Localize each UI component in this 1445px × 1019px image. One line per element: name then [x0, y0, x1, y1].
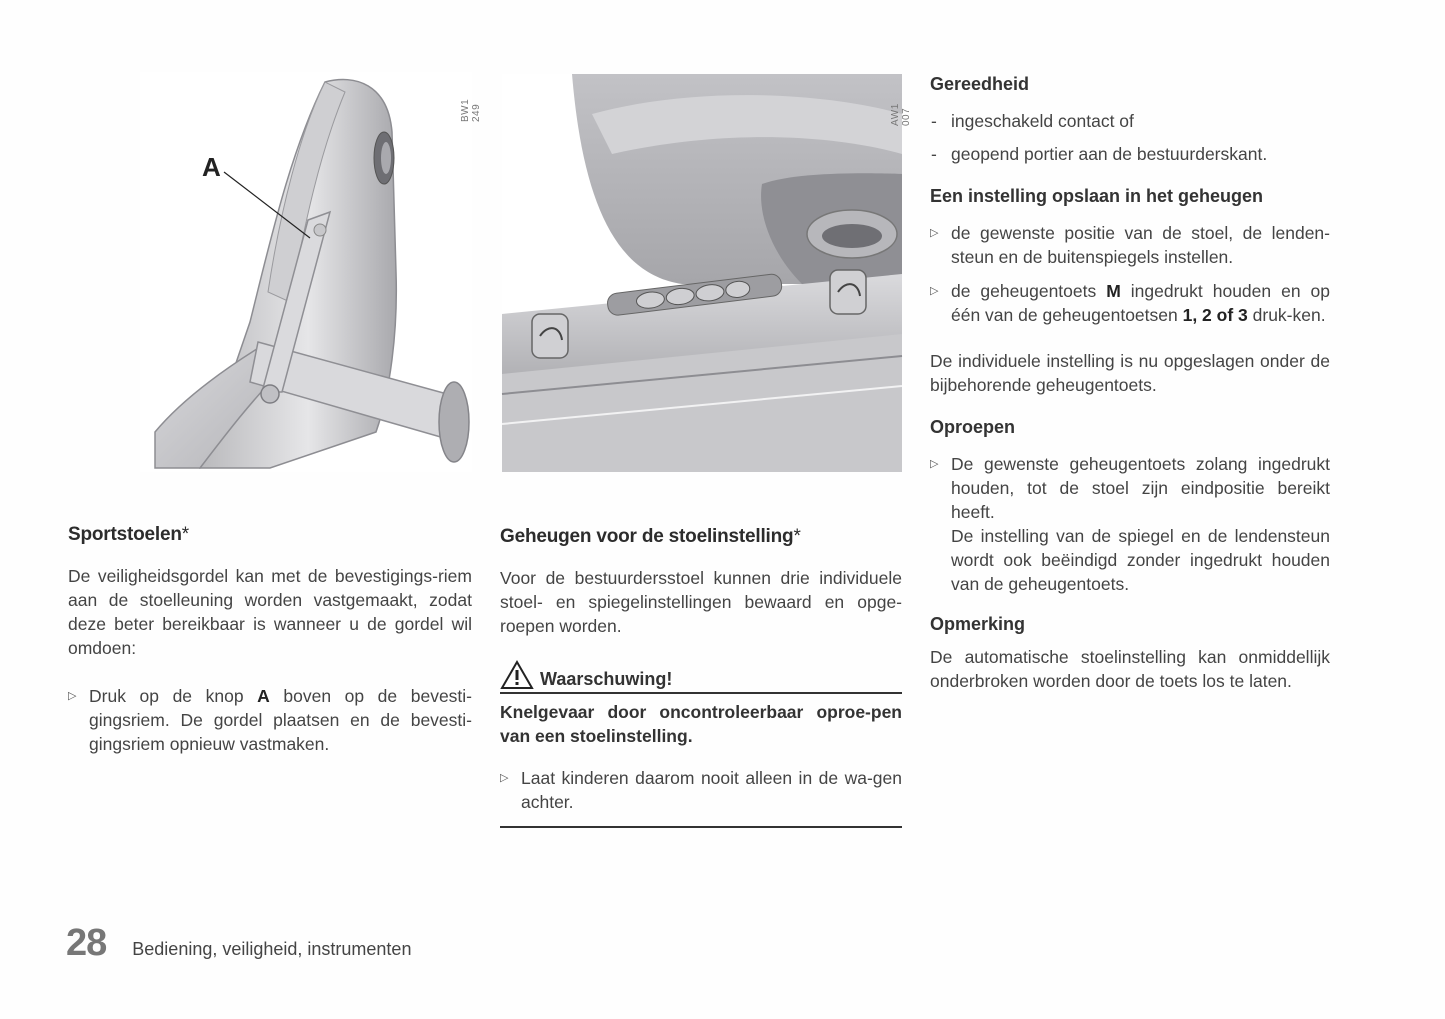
heading-gereedheid: Gereedheid	[930, 74, 1030, 94]
recall-step	[930, 452, 1330, 524]
readiness-item-1: - ingeschakeld contact of	[931, 111, 1134, 131]
column-sportstoelen	[68, 524, 472, 756]
warning-title: Waarschuwing!	[540, 669, 673, 689]
recall-step-continuation: De instelling van de spiegel en de lendensteun wordt ook beëindigd zonder ingedrukt houden van de geheugentoets.	[951, 526, 1330, 594]
save-step-2	[930, 279, 1330, 327]
save-step-1	[930, 221, 1330, 269]
page-number: 28	[66, 922, 107, 964]
triangle-bullet-icon: ▷	[68, 690, 77, 702]
heading-text: Sportstoelen	[68, 524, 182, 545]
readiness-text-1: ingeschakeld contact of	[951, 111, 1134, 131]
geheugen-paragraph: Voor de bestuurdersstoel kunnen drie individuele stoel- en spiegelinstellingen bewaard en opge-roepen worden.	[500, 568, 902, 636]
heading-asterisk: *	[181, 524, 189, 545]
sport-seat-figure	[140, 72, 482, 472]
triangle-bullet-icon: ▷	[930, 285, 939, 297]
triangle-bullet-icon: ▷	[500, 772, 509, 784]
instruction-text-post: boven op de bevesti-gingsriem. De gordel plaatsen en de bevesti-gingsriem opnieuw vastmaken.	[89, 686, 472, 754]
figure-code-left: BW1 249	[460, 98, 482, 122]
column-memory-steps	[930, 74, 1330, 693]
save-step-2-pre: de geheugentoets	[951, 281, 1107, 301]
save-step-2-post: druk-ken.	[1247, 305, 1326, 325]
heading-asterisk: *	[793, 526, 801, 547]
heading-instelling-opslaan: Een instelling opslaan in het geheugen	[930, 186, 1264, 206]
triangle-bullet-icon: ▷	[930, 227, 939, 239]
warning-bold-text: Knelgevaar door oncontroleerbaar oproe-pen van een stoelinstelling.	[500, 702, 902, 746]
memory-buttons-figure	[502, 74, 912, 472]
saved-confirmation-paragraph: De individuele instelling is nu opgeslagen onder de bijbehorende geheugentoets.	[930, 351, 1330, 395]
memory-buttons-illustration	[502, 74, 902, 472]
callout-a: A	[202, 152, 221, 182]
readiness-item-2: - geopend portier aan de bestuurderskant.	[931, 144, 1268, 164]
save-step-1-text: de gewenste positie van de stoel, de lenden-steun en de buitenspiegels instellen.	[951, 223, 1330, 267]
instruction-text-pre: Druk op de knop	[89, 686, 258, 706]
save-step-2-mid: ingedrukt houden en op één van de geheugentoetsen	[951, 281, 1330, 325]
note-paragraph: De automatische stoelinstelling kan onmiddellijk onderbroken worden door de toets los te laten.	[930, 647, 1330, 691]
warning-bottom-rule	[500, 826, 902, 828]
page-footer	[66, 922, 411, 965]
heading-oproepen: Oproepen	[930, 417, 1016, 437]
sportstoelen-instruction	[68, 684, 472, 756]
instruction-key: A	[257, 686, 270, 706]
heading-opmerking: Opmerking	[930, 614, 1026, 634]
column-geheugen	[500, 526, 902, 828]
warning-header	[500, 660, 902, 694]
memory-key-m: M	[1106, 281, 1121, 301]
warning-instruction	[500, 766, 902, 814]
section-heading-geheugen	[500, 526, 902, 548]
memory-keys-123: 1, 2 of 3	[1182, 305, 1248, 325]
readiness-text-2: geopend portier aan de bestuurderskant.	[951, 144, 1268, 164]
sportstoelen-paragraph: De veiligheidsgordel kan met de bevestigings-riem aan de stoelleuning worden vastgemaakt, zodat deze beter bereikbaar is wanneer u de gordel wil omdoen:	[68, 566, 472, 658]
section-title: Bediening, veiligheid, instrumenten	[132, 939, 412, 959]
figure-code-middle: AW1 007	[890, 103, 912, 126]
section-heading-sportstoelen	[68, 524, 472, 546]
warning-instruction-text: Laat kinderen daarom nooit alleen in de wa-gen achter.	[521, 768, 902, 812]
warning-triangle-icon	[500, 660, 534, 690]
heading-text: Geheugen voor de stoelinstelling	[500, 526, 794, 547]
recall-step-text: De gewenste geheugentoets zolang ingedrukt houden, tot de stoel zijn eindpositie bereikt heeft.	[951, 454, 1330, 522]
triangle-bullet-icon: ▷	[930, 458, 939, 470]
sport-seat-illustration	[140, 72, 472, 472]
